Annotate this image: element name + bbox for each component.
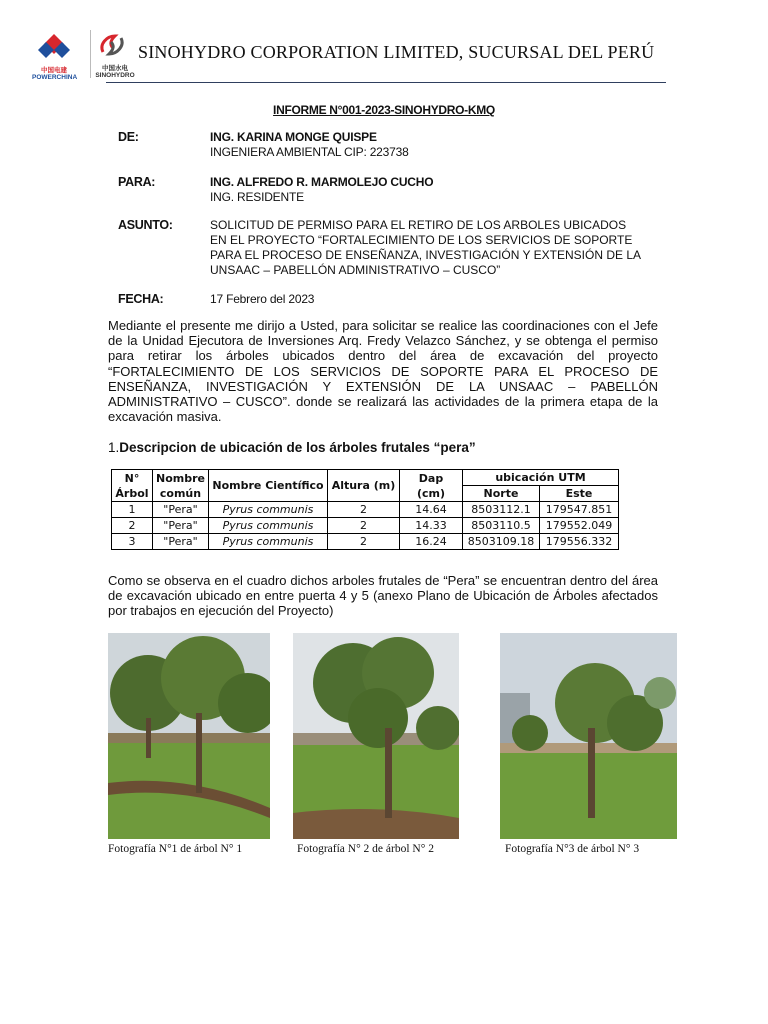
cell-common: "Pera" (153, 534, 209, 550)
section-number: 1. (108, 440, 120, 455)
cell-number: 3 (112, 534, 153, 550)
cell-common: "Pera" (153, 502, 209, 518)
tree-photo-1 (108, 633, 270, 839)
para-name: ING. ALFREDO R. MARMOLEJO CUCHO (210, 175, 434, 189)
asunto-line: SOLICITUD DE PERMISO PARA EL RETIRO DE LOS ARBOLES UBICADOS (210, 218, 627, 232)
logo2-caption-en: SINOHYDRO (95, 72, 135, 79)
cell-dap: 16.24 (399, 534, 462, 550)
logo1-caption-en: POWERCHINA (32, 74, 78, 81)
cell-height: 2 (327, 534, 399, 550)
de-label: DE: (118, 130, 139, 144)
cell-scientific: Pyrus communis (208, 502, 327, 518)
photo-caption-2: Fotografía N° 2 de árbol N° 2 (297, 843, 434, 855)
col-header-scientific: Nombre Científico (208, 470, 327, 502)
cell-north: 8503110.5 (462, 518, 539, 534)
tree-photo-2 (293, 633, 459, 839)
fecha-value: 17 Febrero del 2023 (210, 292, 315, 306)
table-row (112, 518, 619, 534)
para-block (210, 175, 433, 205)
photo-caption-3: Fotografía N°3 de árbol N° 3 (505, 843, 640, 855)
section-heading (108, 440, 476, 455)
table-row (112, 534, 619, 550)
company-name: SINOHYDRO CORPORATION LIMITED, SUCURSAL DEL PERÚ (138, 42, 655, 62)
de-role: INGENIERA AMBIENTAL CIP: 223738 (210, 145, 409, 159)
cell-dap: 14.64 (399, 502, 462, 518)
col-header-dap: Dap (cm) (399, 470, 462, 502)
para-role: ING. RESIDENTE (210, 190, 304, 204)
cell-number: 2 (112, 518, 153, 534)
section-title: Descripcion de ubicación de los árboles frutales “pera” (119, 440, 476, 455)
cell-east: 179547.851 (539, 502, 618, 518)
cell-east: 179552.049 (539, 518, 618, 534)
powerchina-emblem-icon (32, 32, 76, 62)
tree-table (111, 469, 619, 550)
cell-east: 179556.332 (539, 534, 618, 550)
asunto-label: ASUNTO: (118, 218, 173, 232)
para-label: PARA: (118, 175, 156, 189)
col-header-height: Altura (m) (327, 470, 399, 502)
photo-caption-1: Fotografía N°1 de árbol N° 1 (108, 843, 243, 855)
body-paragraph-2: Como se observa en el cuadro dichos arboles frutales de “Pera” se encuentran dentro del área de excavación ubicado en entre puerta 4 y 5 (anexo Plano de Ubicación de Árboles afectados por trabajos en ejecución del Proyecto) (108, 573, 658, 619)
cell-scientific: Pyrus communis (208, 518, 327, 534)
cell-north: 8503109.18 (462, 534, 539, 550)
cell-dap: 14.33 (399, 518, 462, 534)
col-header-number: N° Árbol (112, 470, 153, 502)
sinohydro-swirl-icon (95, 30, 129, 60)
cell-number: 1 (112, 502, 153, 518)
col-header-common: Nombre común (153, 470, 209, 502)
table-row (112, 502, 619, 518)
logo2-caption-cn: 中国水电 (102, 65, 128, 72)
tree-photo-3 (500, 633, 677, 839)
header-divider (106, 82, 666, 83)
cell-north: 8503112.1 (462, 502, 539, 518)
de-name: ING. KARINA MONGE QUISPE (210, 130, 377, 144)
cell-height: 2 (327, 518, 399, 534)
cell-height: 2 (327, 502, 399, 518)
col-header-east: Este (539, 486, 618, 502)
asunto-text (210, 218, 641, 278)
fecha-label: FECHA: (118, 292, 164, 306)
cell-common: "Pera" (153, 518, 209, 534)
asunto-line: PARA EL PROCESO DE ENSEÑANZA, INVESTIGACIÓN Y EXTENSIÓN DE LA (210, 248, 642, 262)
col-header-utm: ubicación UTM (462, 470, 618, 486)
powerchina-logo (32, 32, 78, 81)
asunto-line: EN EL PROYECTO “FORTALECIMIENTO DE LOS SERVICIOS DE SOPORTE (210, 233, 633, 247)
cell-scientific: Pyrus communis (208, 534, 327, 550)
asunto-line: UNSAAC – PABELLÓN ADMINISTRATIVO – CUSCO” (210, 263, 501, 277)
col-header-north: Norte (462, 486, 539, 502)
de-block (210, 130, 409, 160)
body-paragraph-1: Mediante el presente me dirijo a Usted, para solicitar se realice las coordinaciones con el Jefe de la Unidad Ejecutora de Inversiones Arq. Fredy Velazco Sánchez, y se obtenga el permiso para retirar los árboles ubicados dentro del área de excavación del proyecto “FORTALECIMIENTO DE LOS SERVICIOS DE SOPORTE PARA EL PROCESO DE ENSEÑANZA, INVESTIGACIÓN Y EXTENSIÓN DE LA UNSAAC – PABELLÓN ADMINISTRATIVO – CUSCO”. donde se realizará las actividades de la primera etapa de la excavación masiva. (108, 318, 658, 425)
logo1-caption-cn: 中国电建 (41, 67, 67, 74)
report-title: INFORME N°001-2023-SINOHYDRO-KMQ (273, 103, 495, 117)
sinohydro-logo (90, 30, 135, 78)
